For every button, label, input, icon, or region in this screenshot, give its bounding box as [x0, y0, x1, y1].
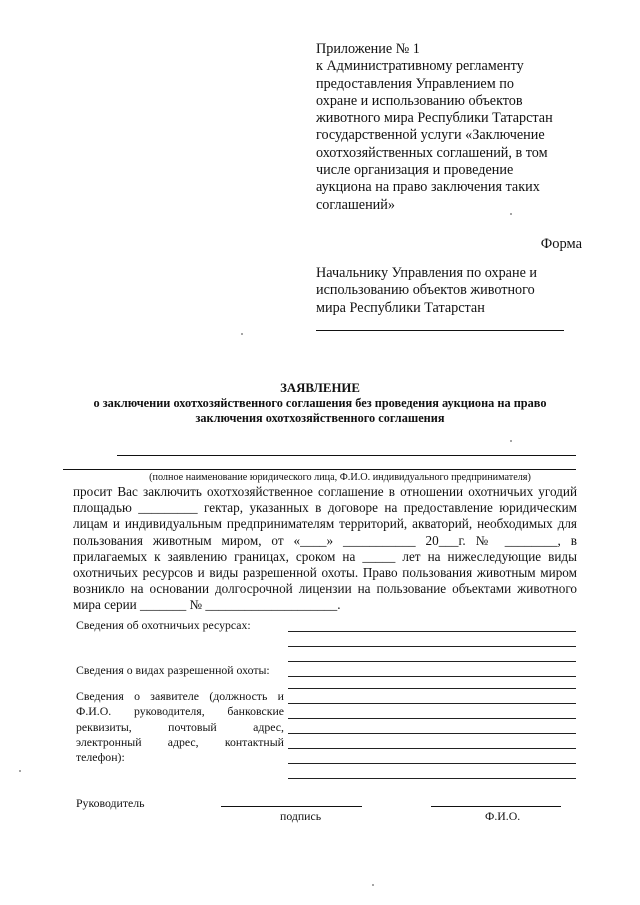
hunting-types-field-line[interactable] [288, 661, 576, 662]
appendix-line: охране и использованию объектов [316, 92, 523, 109]
document-title: ЗАЯВЛЕНИЕ [280, 381, 360, 395]
scan-speck [241, 333, 243, 335]
applicant-info-field-line[interactable] [288, 763, 576, 764]
applicant-info-line: телефон): [76, 750, 125, 765]
appendix-line: соглашений» [316, 196, 395, 213]
applicant-info-label [76, 689, 284, 765]
appendix-line: предоставления Управлением по [316, 75, 514, 92]
scan-speck [19, 770, 21, 772]
applicant-info-field-line[interactable] [288, 733, 576, 734]
document-subtitle: о заключении охотхозяйственного соглашения без проведения аукциона на право заключения охотхозяйственного соглашения [93, 396, 547, 425]
signature-field-line[interactable] [221, 806, 362, 807]
hunting-types-field-line[interactable] [288, 676, 576, 677]
resources-label: Сведения об охотничьих ресурсах: [76, 618, 251, 632]
hunting-types-label: Сведения о видах разрешенной охоты: [76, 663, 270, 677]
appendix-header [316, 41, 586, 214]
form-label: Форма [540, 236, 582, 252]
resources-field-line[interactable] [288, 646, 576, 647]
appendix-line: аукциона на право заключения таких [316, 179, 540, 196]
applicant-info-field-line[interactable] [288, 703, 576, 704]
scan-speck [372, 884, 374, 886]
appendix-line: государственной услуги «Заключение [316, 127, 545, 144]
applicant-info-line: реквизиты, почтовый адрес, [76, 719, 284, 734]
appendix-line: к Административному регламенту [316, 58, 524, 75]
signature-caption: подпись [280, 809, 322, 823]
body-line: прилагаемых к заявлению границах, сроком на _____ лет на нижеследующие виды [73, 548, 577, 564]
appendix-line: числе организация и проведение [316, 162, 514, 179]
addressee-line: мира Республики Татарстан [316, 299, 485, 316]
applicant-info-line: Ф.И.О. руководителя, банковские [76, 704, 284, 719]
name-field-line[interactable] [431, 806, 561, 807]
body-line: просит Вас заключить охотхозяйственное соглашение в отношении охотничьих угодий [73, 484, 577, 499]
addressee-line: использованию объектов животного [316, 282, 535, 299]
applicant-name-field-line[interactable] [117, 455, 576, 456]
applicant-info-line: электронный адрес, контактный [76, 734, 284, 749]
applicant-name-hint: (полное наименование юридического лица, Ф.И.О. индивидуального предпринимателя) [149, 472, 531, 483]
body-line: площадью _________ гектар, указанных в договоре на предоставление юридическим [73, 500, 577, 516]
scan-speck [510, 440, 512, 442]
body-line: мира серии _______ № ____________________. [73, 597, 341, 613]
request-paragraph [73, 484, 577, 614]
addressee-block [316, 265, 586, 317]
scan-speck [510, 213, 512, 215]
body-line: пользования животным миром, от «____» ___________ 20___г. № ________, в [73, 532, 577, 548]
applicant-info-field-line[interactable] [288, 748, 576, 749]
appendix-line: животного мира Республики Татарстан [316, 110, 553, 127]
applicant-info-field-line[interactable] [288, 778, 576, 779]
body-line: возникло на основании долгосрочной лицензии на пользование объектами животного [73, 581, 577, 597]
name-caption: Ф.И.О. [485, 809, 521, 823]
body-line: лицам и индивидуальным предпринимателям территорий, акваторий, необходимых для [73, 516, 577, 532]
applicant-info-field-line[interactable] [288, 688, 576, 689]
appendix-line: охотхозяйственных соглашений, в том [316, 144, 548, 161]
head-label: Руководитель [76, 796, 145, 810]
addressee-line: Начальнику Управления по охране и [316, 265, 538, 281]
body-line: охотничьих ресурсов и виды разрешенной охоты. Право пользования животным миром [73, 565, 577, 581]
applicant-info-field-line[interactable] [288, 718, 576, 719]
appendix-line: Приложение № 1 [316, 41, 420, 57]
applicant-info-line: Сведения о заявителе (должность и [76, 689, 284, 703]
applicant-name-field-line-2[interactable] [63, 469, 576, 470]
addressee-name-field-line[interactable] [316, 330, 564, 331]
resources-field-line[interactable] [288, 631, 576, 632]
